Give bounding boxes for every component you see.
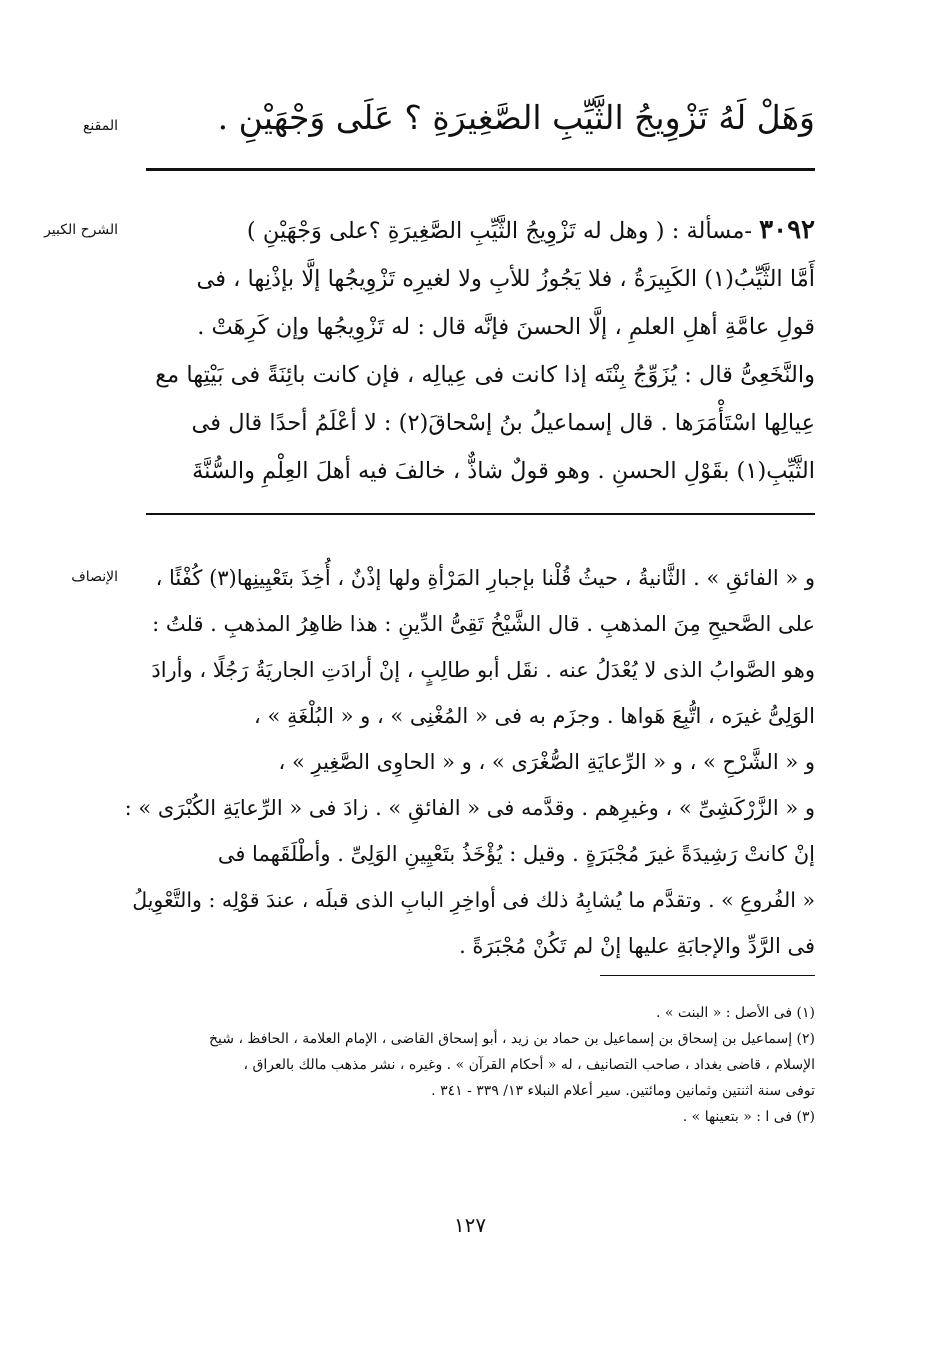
footnote-divider	[600, 975, 815, 976]
matn-text	[125, 92, 815, 144]
insaf-text	[125, 555, 815, 969]
insaf-line: و « الفائقِ » . الثَّانيةُ ، حيثُ قُلْنا بإجبارِ المَرْأةِ ولها إذْنٌ ، أُخِذَ بتَعْيِينِها(٣) كُفْئًا ،	[155, 566, 815, 590]
sharh-line: قولِ عامَّةِ أهلِ العلمِ ، إلَّا الحسنَ فإنَّه قال : له تَزْوِيجُها وإن كَرِهَتْ .	[197, 314, 815, 340]
header-divider	[146, 168, 815, 171]
insaf-line: « الفُروعِ » . وتقدَّم ما يُشابِهُ ذلك فى أواخِرِ البابِ الذى قبلَه ، عندَ قوْلِه : والتَّعْوِيلُ	[132, 888, 815, 912]
sharh-divider	[146, 513, 815, 515]
insaf-line: على الصَّحيحِ مِنَ المذهبِ . قال الشَّيْخُ تَقِىُّ الدِّينِ : هذا ظاهِرُ المذهبِ . قلتُ :	[152, 612, 815, 636]
insaf-line: وهو الصَّوابُ الذى لا يُعْدَلُ عنه . نقَل أبو طالِبٍ ، إنْ أرادَتِ الجاريَةُ رَجُلًا ، وأرادَ	[151, 658, 815, 682]
sharh-line: عِيالِها اسْتَأْمَرَها . قال إسماعيلُ بنُ إسْحاقَ(٢) : لا أعْلَمُ أحدًا قال فى	[191, 410, 815, 436]
matn-line: وَهَلْ لَهُ تَزْوِيجُ الثَّيِّبِ الصَّغِيرَةِ ؟ عَلَى وَجْهَيْنِ .	[217, 98, 815, 137]
insaf-line: فى الرَّدِّ والإجابَةِ عليها إنْ لم تَكُنْ مُجْبَرَةً .	[459, 934, 815, 958]
issue-number: ٣٠٩٢	[759, 215, 815, 245]
footnote-line: (٣) فى ا : « بتعينها » .	[682, 1109, 815, 1125]
footnote-line: (١) فى الأصل : « البنت » .	[656, 1005, 815, 1021]
muqni-label: المقنع	[82, 118, 118, 134]
sharh-label: الشرح الكبير	[44, 222, 118, 238]
footnote-line: الإسلام ، قاضى بغداد ، صاحب التصانيف ، له « أحكام القرآن » . وغيره ، نشر مذهب مالك بالعراق ،	[243, 1057, 815, 1073]
footnotes	[125, 1000, 815, 1130]
insaf-line: الوَلِىُّ غيرَه ، اتُّبِعَ هَواها . وجزَم به فى « المُغْنِى » ، و « البُلْغَةِ » ،	[254, 704, 815, 728]
sharh-line: الثَّيِّبِ(١) بقَوْلِ الحسنِ . وهو قولٌ شاذٌّ ، خالفَ فيه أهلَ العِلْمِ والسُّنَّةَ	[192, 458, 815, 484]
insaf-label: الإنصاف	[71, 569, 118, 585]
sharh-line: ٣٠٩٢ -مسألة : ( وهل له تَزْوِيجُ الثَّيِّبِ الصَّغِيرَةِ ؟على وَجْهَيْنِ )	[246, 215, 815, 245]
insaf-line: و « الزَّرْكَشِىِّ » ، وغيرِهم . وقدَّمه فى « الفائقِ » . زادَ فى « الرِّعايَةِ الكُبْرَى » :	[124, 796, 815, 820]
sharh-line: والنَّخَعِىُّ قال : يُزَوِّجُ بِنْتَه إذا كانت فى عِيالِه ، فإن كانت بائِنَةً فى بَيْتِها مع	[155, 362, 815, 388]
page-number: ١٢٧	[453, 1213, 487, 1237]
insaf-line: و « الشَّرْحِ » ، و « الرِّعايَةِ الصُّغْرَى » ، و « الحاوِى الصَّغِيرِ » ،	[278, 750, 815, 774]
footnote-line: توفى سنة اثنتين وثمانين ومائتين. سير أعلام النبلاء ١٣/ ٣٣٩ - ٣٤١ .	[431, 1083, 815, 1099]
sharh-text	[125, 206, 815, 495]
footnote-line: (٢) إسماعيل بن إسحاق بن إسماعيل بن حماد بن زيد ، أبو إسحاق القاضى ، الإمام العلامة ، الحافظ ، شيخ	[209, 1031, 815, 1047]
sharh-line: أَمَّا الثَّيِّبُ(١) الكَبِيرَةُ ، فلا يَجُوزُ للأبِ ولا لغيرِه تَزْوِيجُها إلَّا بإذْنِها ، فى	[196, 266, 815, 292]
insaf-line: إنْ كانتْ رَشِيدَةً غيرَ مُجْبَرَةٍ . وقيل : يُؤْخَذُ بتَعْيِينِ الوَلِىِّ . وأطْلَقَهما فى	[217, 842, 815, 866]
